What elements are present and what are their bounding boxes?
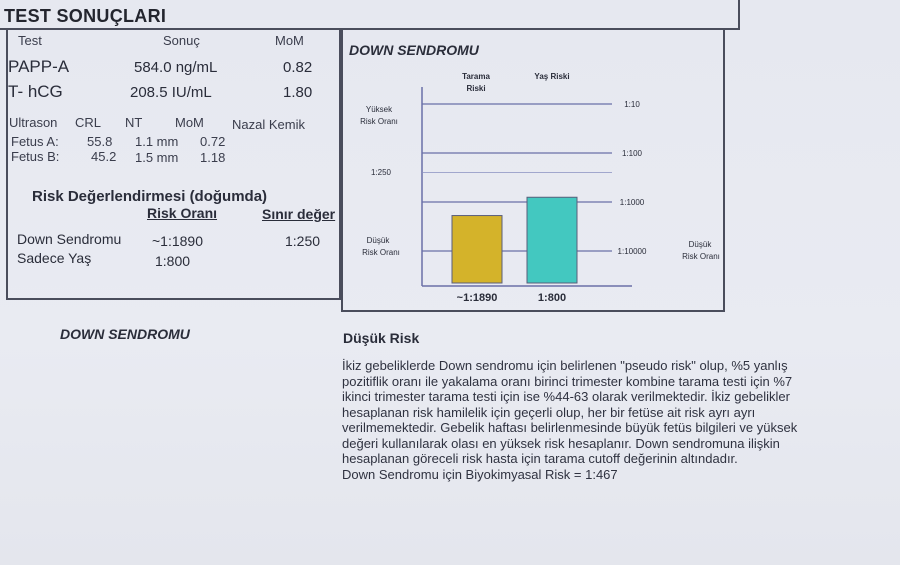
y-tick-label: 1:10 bbox=[624, 100, 640, 109]
interpretation-line: verilmemektedir. Gebelik haftası belirlenmesinde büyük fetüs bilgileri ve yüksek bbox=[342, 420, 798, 435]
right-low-risk-label: Risk Oranı bbox=[682, 252, 720, 261]
risk-col-ratio: Risk Oranı bbox=[147, 205, 218, 221]
interpretation-text bbox=[342, 358, 900, 482]
interpretation-line: İkiz gebeliklerde Down sendromu için belirlenen "pseudo risk" olup, %5 yanlış bbox=[342, 358, 788, 373]
col-header-mom: MoM bbox=[275, 33, 304, 48]
col-header-result: Sonuç bbox=[163, 33, 200, 48]
risk-row-ratio: 1:800 bbox=[155, 253, 191, 269]
y-tick-label: 1:100 bbox=[621, 149, 643, 158]
interpretation-line: pozitiflik oranı ile yakalama oranı birinci trimester kombine tarama testi için %7 bbox=[342, 373, 793, 389]
marker-name: PAPP-A bbox=[8, 57, 70, 76]
us-row-nt: 1.5 mm bbox=[135, 150, 179, 165]
risk-heading: Risk Değerlendirmesi (doğumda) bbox=[32, 188, 268, 205]
y-tick-label: 1:1000 bbox=[619, 198, 645, 207]
y-tick-label: 1:10000 bbox=[617, 247, 647, 256]
us-header-mom: MoM bbox=[175, 115, 204, 130]
right-low-risk-label: Düşük bbox=[688, 240, 712, 249]
marker-mom: 1.80 bbox=[283, 84, 313, 101]
interpretation-line: Down Sendromu için Biyokimyasal Risk = 1:467 bbox=[342, 466, 618, 482]
high-risk-label: Risk Oranı bbox=[360, 117, 398, 126]
risk-row-cutoff: 1:250 bbox=[285, 233, 321, 249]
us-row-crl: 55.8 bbox=[87, 134, 113, 149]
risk-row-ratio: ~1:1890 bbox=[152, 233, 203, 249]
us-header-nasal: Nazal Kemik bbox=[232, 117, 305, 132]
bar-value-label: 1:800 bbox=[537, 292, 567, 304]
col-screening-label: Tarama bbox=[462, 72, 490, 81]
us-row-mom: 1.18 bbox=[200, 150, 226, 165]
col-screening-label: Riski bbox=[466, 84, 486, 93]
age-risk-bar bbox=[527, 197, 577, 283]
interpretation-line: ikinci trimester tarama testi için ise %44-63 olarak verilmektedir. İkiz gebelikler bbox=[342, 389, 790, 404]
us-row-crl: 45.2 bbox=[91, 149, 117, 164]
col-age-label: Yaş Riski bbox=[534, 72, 570, 81]
col-header-test: Test bbox=[18, 33, 42, 48]
marker-name: T- hCG bbox=[8, 82, 63, 101]
interpretation-line: hesaplanan göreceli risk hasta için tarama cutoff değerinin altındadır. bbox=[342, 451, 738, 466]
high-risk-label: Yüksek bbox=[365, 105, 393, 114]
us-row-label: Fetus A: bbox=[11, 134, 59, 149]
bar-value-label: ~1:1890 bbox=[456, 292, 498, 304]
interpretation-line: hesaplanan risk hamilelik için geçerli olup, her bir fetüse ait risk ayrı ayrı bbox=[342, 404, 756, 420]
us-row-nt: 1.1 mm bbox=[135, 134, 179, 149]
risk-col-cutoff: Sınır değer bbox=[262, 206, 336, 222]
marker-mom: 0.82 bbox=[283, 59, 313, 76]
us-row-label: Fetus B: bbox=[11, 149, 60, 164]
us-row-mom: 0.72 bbox=[200, 134, 226, 149]
low-risk-label: Risk Oranı bbox=[362, 248, 400, 257]
us-header-crl: CRL bbox=[75, 115, 102, 130]
report-title: TEST SONUÇLARI bbox=[4, 6, 167, 26]
chart-title: DOWN SENDROMU bbox=[349, 42, 479, 58]
low-risk-label: Düşük bbox=[366, 236, 390, 245]
marker-value: 584.0 ng/mL bbox=[134, 59, 218, 76]
left-cutoff-tick: 1:250 bbox=[370, 168, 392, 177]
risk-row-label: Sadece Yaş bbox=[17, 250, 92, 266]
screening-risk-bar bbox=[452, 216, 502, 283]
result-heading: Düşük Risk bbox=[343, 330, 420, 346]
us-header-nt: NT bbox=[125, 115, 143, 130]
interpretation-left-heading: DOWN SENDROMU bbox=[60, 326, 190, 342]
us-header-label: Ultrason bbox=[9, 115, 58, 130]
risk-row-label: Down Sendromu bbox=[17, 231, 122, 247]
interpretation-line: değeri kullanılarak olası en yüksek risk hesaplanır. Down sendromuna ilişkin bbox=[342, 435, 780, 451]
marker-value: 208.5 IU/mL bbox=[130, 84, 212, 101]
